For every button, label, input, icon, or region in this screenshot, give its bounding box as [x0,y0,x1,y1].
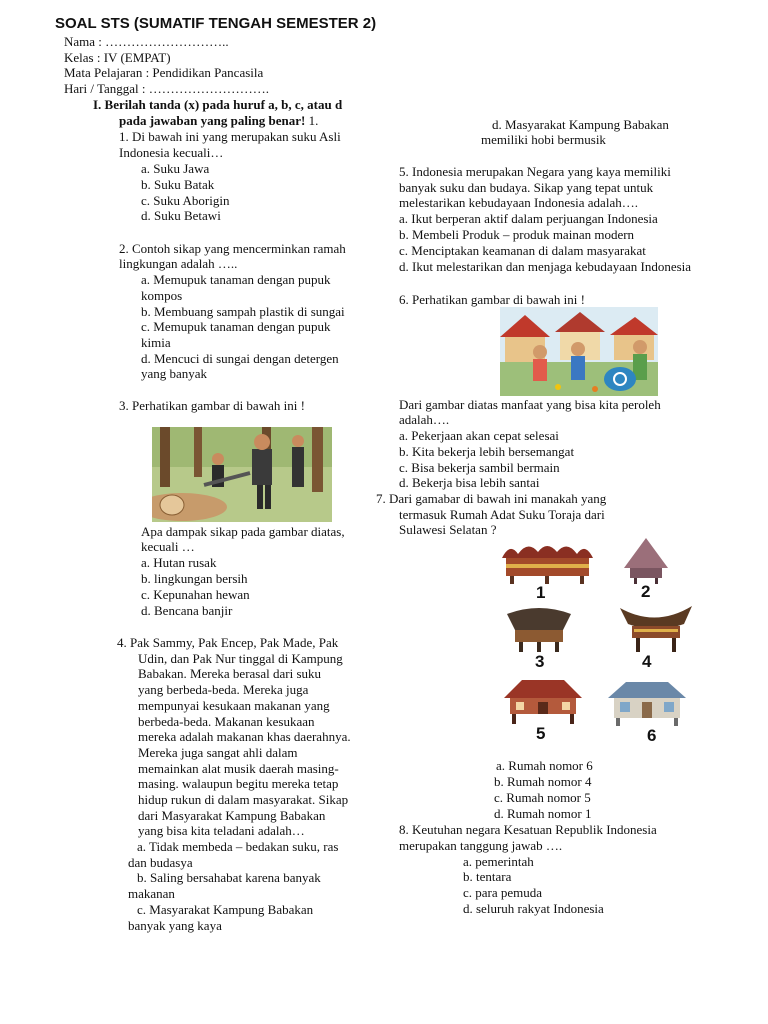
q7-stem-1: 7. Dari gamabar di bawah ini manakah yang [376,491,607,506]
q4-line-10: masing. walaupun begitu mereka tetap [138,776,339,791]
q4-option-d: d. Masyarakat Kampung Babakan [492,117,669,132]
house-1-image [500,540,595,584]
q4-option-a: a. Tidak membeda – bedakan suku, ras [137,839,339,854]
instruction-text: pada jawaban yang paling benar! [119,113,306,128]
q6-illustration-cleanup [500,307,658,396]
q4-option-b-cont: makanan [128,886,175,901]
subject-field: Mata Pelajaran : Pendidikan Pancasila [64,65,264,80]
q3-option-c: c. Kepunahan hewan [141,587,250,602]
q4-line-6: berbeda-beda. Makanan kesukaan [138,714,315,729]
q2-option-b: b. Membuang sampah plastik di sungai [141,304,345,319]
q4-line-2: Udin, dan Pak Nur tinggal di Kampung [138,651,343,666]
name-field: Nama : ……………………….. [64,34,229,49]
q5-stem-3: melestarikan kebudayaan Indonesia adalah…. [399,195,638,210]
q2-option-a: a. Memupuk tanaman dengan pupuk [141,272,331,287]
q3-option-a: a. Hutan rusak [141,555,217,570]
q7-option-b: b. Rumah nomor 4 [494,774,592,789]
q4-line-13: yang bisa kita teladani adalah… [138,823,305,838]
q6-question-2: adalah…. [399,412,450,427]
house-6-image [606,680,688,726]
q2-option-a-cont: kompos [141,288,183,303]
q8-option-b: b. tentara [463,869,512,884]
q2-option-c: c. Memupuk tanaman dengan pupuk [141,319,331,334]
q8-option-d: d. seluruh rakyat Indonesia [463,901,604,916]
q5-stem-1: 5. Indonesia merupakan Negara yang kaya memiliki [399,164,671,179]
q5-option-a: a. Ikut berperan aktif dalam perjuangan Indonesia [399,211,658,226]
q4-option-d-cont: memiliki hobi bermusik [481,132,606,147]
house-5-image [502,676,584,724]
q7-option-a: a. Rumah nomor 6 [496,758,593,773]
q6-question-1: Dari gambar diatas manfaat yang bisa kita peroleh [399,397,661,412]
q4-line-4: yang berbeda-beda. Mereka juga [138,682,309,697]
q2-option-d-cont: yang banyak [141,366,208,381]
q4-line-8: Mereka juga sangat ahli dalam [138,745,298,760]
q3-question-2: kecuali … [141,539,195,554]
q3-option-b: b. lingkungan bersih [141,571,248,586]
q4-option-c: c. Masyarakat Kampung Babakan [137,902,314,917]
q3-question-1: Apa dampak sikap pada gambar diatas, [141,524,345,539]
q3-stem: 3. Perhatikan gambar di bawah ini ! [119,398,305,413]
q4-line-1: 4. Pak Sammy, Pak Encep, Pak Made, Pak [117,635,339,650]
q3-option-d: d. Bencana banjir [141,603,233,618]
q4-line-9: memainkan alat musik daerah masing- [138,761,339,776]
q1-stem-1: 1. Di bawah ini yang merupakan suku Asli [119,129,341,144]
q2-option-d: d. Mencuci di sungai dengan detergen [141,351,339,366]
instruction-line-1: I. Berilah tanda (x) pada huruf a, b, c, atau d [93,97,343,112]
q4-line-7: mereka adalah makanan khas daerahnya. [138,729,351,744]
q1-option-a: a. Suku Jawa [141,161,210,176]
q6-option-c: c. Bisa bekerja sambil bermain [399,460,560,475]
house-4-number: 4 [642,652,652,671]
date-field: Hari / Tanggal : ………………………. [64,81,270,96]
house-3-image [505,604,573,652]
house-2-number: 2 [641,582,651,601]
q4-option-b: b. Saling bersahabat karena banyak [137,870,321,885]
house-6-number: 6 [647,726,657,745]
q1-stem-2: Indonesia kecuali… [119,145,224,160]
q5-option-d: d. Ikut melestarikan dan menjaga kebudayaan Indonesia [399,259,692,274]
q8-option-c: c. para pemuda [463,885,543,900]
q4-line-12: dari Masyarakat Kampung Babakan [138,808,326,823]
q2-stem-2: lingkungan adalah ….. [119,256,238,271]
q5-stem-2: banyak suku dan budaya. Sikap yang tepat untuk [399,180,654,195]
q1-option-c: c. Suku Aborigin [141,193,230,208]
house-5-number: 5 [536,724,546,743]
q1-option-d: d. Suku Betawi [141,208,221,223]
q6-option-b: b. Kita bekerja lebih bersemangat [399,444,575,459]
q7-stem-2: termasuk Rumah Adat Suku Toraja dari [399,507,605,522]
page-title: SOAL STS (SUMATIF TENGAH SEMESTER 2) [55,15,377,32]
q4-line-11: hidup rukun di dalam masyarakat. Sikap [138,792,349,807]
q8-option-a: a. pemerintah [463,854,534,869]
q6-option-d: d. Bekerja bisa lebih santai [399,475,540,490]
instruction-tail: 1. [305,113,319,128]
house-1-number: 1 [536,583,546,602]
q1-option-b: b. Suku Batak [141,177,215,192]
q3-illustration-logging [152,427,332,522]
house-4-image [620,602,692,652]
class-field: Kelas : IV (EMPAT) [64,50,171,65]
q2-option-c-cont: kimia [141,335,171,350]
q6-stem: 6. Perhatikan gambar di bawah ini ! [399,292,585,307]
q8-stem-2: merupakan tanggung jawab …. [399,838,563,853]
q5-option-c: c. Menciptakan keamanan di dalam masyarakat [399,243,646,258]
house-2-image [622,538,670,584]
q4-option-a-cont: dan budasya [128,855,193,870]
q7-stem-3: Sulawesi Selatan ? [399,522,497,537]
house-3-number: 3 [535,652,545,671]
q7-option-c: c. Rumah nomor 5 [494,790,591,805]
q7-option-d: d. Rumah nomor 1 [494,806,592,821]
q2-stem-1: 2. Contoh sikap yang mencerminkan ramah [119,241,346,256]
q4-option-c-cont: banyak yang kaya [128,918,222,933]
q4-line-5: mempunyai kesukaan makanan yang [138,698,330,713]
q5-option-b: b. Membeli Produk – produk mainan modern [399,227,635,242]
instruction-line-2 [119,113,318,129]
q6-option-a: a. Pekerjaan akan cepat selesai [399,428,559,443]
q4-line-3: Babakan. Mereka berasal dari suku [138,666,322,681]
q8-stem-1: 8. Keutuhan negara Kesatuan Republik Indonesia [399,822,657,837]
